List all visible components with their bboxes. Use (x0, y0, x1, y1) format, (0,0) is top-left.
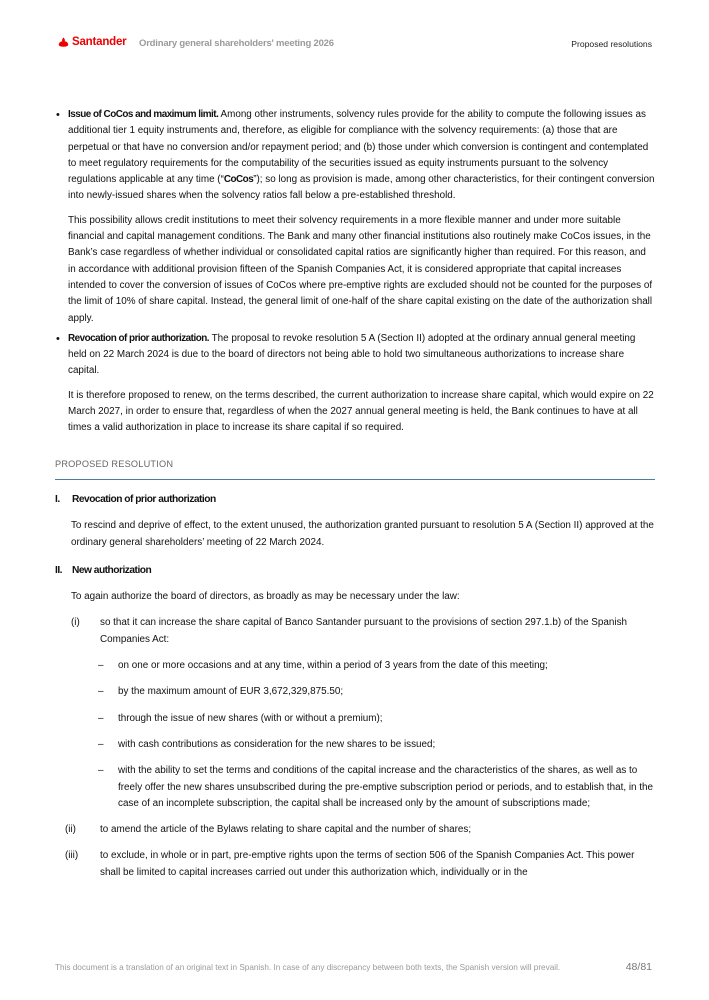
list-item (55, 615, 655, 648)
dash-item: – through the issue of new shares (with or without a premium); (55, 711, 655, 727)
bullet-text: The proposal to revoke resolution 5 A (Section II) adopted at the ordinary annual general meeting held on 22 March 2024 is due to the board of directors not being able to hold two simultaneous authorizations to increase share capital. (68, 332, 636, 377)
santander-logo (58, 36, 126, 48)
list-item (55, 848, 655, 881)
bullet-lead: Issue of CoCos and maximum limit. (68, 109, 219, 120)
bullet-lead: Revocation of prior authorization. (68, 332, 210, 344)
document-body (55, 107, 655, 881)
item-label: (i) (71, 617, 80, 629)
section-heading (55, 563, 655, 579)
item-label: (iii) (65, 850, 79, 862)
paragraph: To rescind and deprive of effect, to the extent unused, the authorization granted pursuant to resolution 5 A (Section II) approved at the ordinary general shareholders’ meeting of 22 March 2024. (71, 520, 654, 548)
bullet-text: ”); so long as provision is made, among other characteristics, for their contingent conversion into newly-issued shares when the solvency ratios fall below a pre-established threshold. (68, 174, 655, 202)
flame-icon (58, 37, 69, 48)
item-text: to amend the article of the Bylaws relating to share capital and the number of shares; (100, 824, 472, 836)
logo-text: Santander (72, 36, 127, 48)
section-title: Proposed resolutions (571, 39, 652, 49)
item-label: (ii) (65, 824, 76, 836)
page-header (0, 0, 709, 60)
bullet-revocation (55, 331, 655, 380)
footer-disclaimer: This document is a translation of an original text in Spanish. In case of any discrepancy between both texts, the Spanish version will prevail. (55, 963, 561, 972)
section-number: I. (55, 493, 60, 505)
dash-item: – by the maximum amount of EUR 3,672,329,875.50; (55, 684, 655, 700)
meeting-title: Ordinary general shareholders' meeting 2026 (139, 38, 334, 49)
dash-item: – with the ability to set the terms and conditions of the capital increase and the characteristics of the shares, as well as to freely offer the new shares unsubscribed during the pre-emptive subscription period or periods, and to establish that, in the case of an incomplete subscription, the capital shall be increased only by the amount of subscriptions made; (55, 763, 655, 812)
section-number: II. (55, 564, 62, 576)
section-title: Revocation of prior authorization (72, 493, 216, 505)
item-text: so that it can increase the share capital of Banco Santander pursuant to the provisions of section 297.1.b) of the Spanish Companies Act: (100, 617, 627, 645)
paragraph: To again authorize the board of directors, as broadly as may be necessary under the law: (71, 591, 460, 603)
cocos-term: CoCos (223, 174, 254, 186)
paragraph: It is therefore proposed to renew, on the terms described, the current authorization to increase share capital, which would expire on 22 March 2027, in order to ensure that, regardless of when the 2027 annual general meeting is held, the Bank continues to have at all times a valid authorization in place to increase its share capital if so required. (68, 389, 654, 434)
item-text: to exclude, in whole or in part, pre-emptive rights upon the terms of section 506 of the Spanish Companies Act. This power shall be limited to capital increases carried out under this authorization which, individually or in the (100, 850, 635, 878)
section-heading (55, 492, 655, 508)
dash-item: – with cash contributions as consideration for the new shares to be issued; (55, 737, 655, 753)
dash-item: – on one or more occasions and at any time, within a period of 3 years from the date of this meeting; (55, 658, 655, 674)
paragraph: This possibility allows credit institutions to meet their solvency requirements in a more flexible manner and under more suitable financial and capital management conditions. The Bank and many other financial institutions also routinely make CoCos issues, in the Bank’s case regardless of whether individual or consolidated capital ratios are significantly higher than required. For this reason, and in accordance with additional provision fifteen of the Spanish Companies Act, it is considered appropriate that capital increases intended to cover the conversion of issues of CoCos where pre-emptive rights are excluded should not be counted for the purposes of the limit of 10% of share capital. Instead, the general limit of one-half of the share capital existing on the date of the authorization shall apply. (68, 214, 653, 324)
page-number: 48/81 (625, 961, 652, 973)
list-item (55, 822, 655, 838)
section-title: New authorization (72, 564, 152, 576)
bullet-cocos (55, 107, 655, 205)
proposed-resolution-heading: PROPOSED RESOLUTION (55, 456, 655, 480)
bullet-text: Among other instruments, solvency rules provide for the ability to compute the following issues as additional tier 1 equity instruments and, therefore, as eligible for compliance with the solvency requirements: (a) those that are perpetual or that have no conversion and/or repayment period; and (b) those under which conversion is contingent and contemplated to meet regulatory requirements for the computability of the securities issued as equity instruments pursuant to the solvency regulations applicable at any time (“ (68, 109, 649, 186)
